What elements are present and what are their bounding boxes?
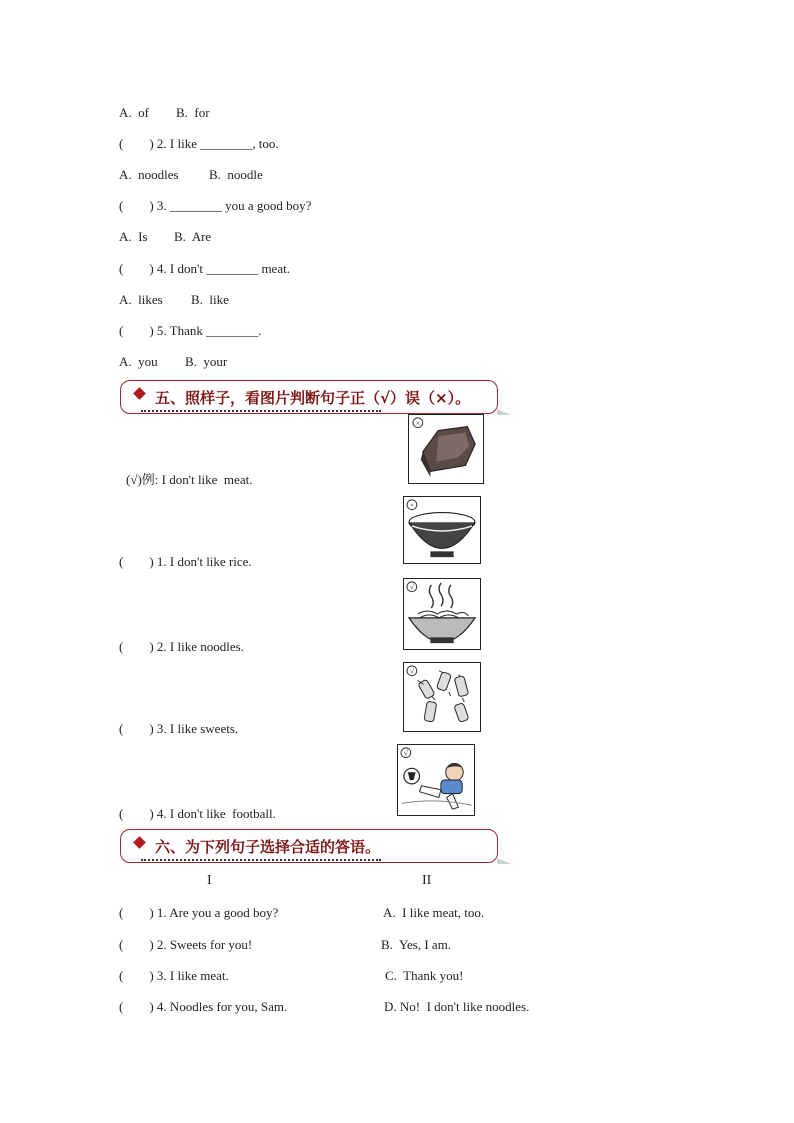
question-4: ( ) 4. I don't ________ meat. bbox=[119, 261, 290, 276]
item-4: ( ) 4. I don't like football. bbox=[119, 806, 276, 821]
question-2: ( ) 2. I like ________, too. bbox=[119, 136, 279, 151]
item-1: ( ) 1. I don't like rice. bbox=[119, 554, 252, 569]
football-boy-icon bbox=[397, 744, 475, 816]
example-sentence: (√)例: I don't like meat. bbox=[126, 472, 253, 487]
item-3: ( ) 3. I like sweets. bbox=[119, 721, 239, 736]
q5-option-a: A. you bbox=[119, 354, 158, 369]
match-right-d: D. No! I don't like noodles. bbox=[384, 999, 530, 1014]
column-2-heading: II bbox=[422, 873, 432, 888]
match-right-c: C. Thank you! bbox=[385, 968, 464, 983]
sweets-icon bbox=[403, 662, 481, 732]
section-6-header bbox=[120, 829, 498, 863]
q1-option-a: A. of bbox=[119, 105, 149, 120]
question-3: ( ) 3. ________ you a good boy? bbox=[119, 198, 312, 213]
q5-option-b: B. your bbox=[185, 354, 228, 369]
mark-1: × bbox=[409, 500, 415, 510]
question-5: ( ) 5. Thank ________. bbox=[119, 323, 262, 338]
mark-3: √ bbox=[409, 666, 415, 676]
item-2: ( ) 2. I like noodles. bbox=[119, 639, 244, 654]
diamond-icon bbox=[133, 836, 146, 849]
diamond-icon bbox=[133, 387, 146, 400]
q2-option-a: A. noodles bbox=[119, 167, 179, 182]
noodles-bowl-icon bbox=[403, 578, 481, 650]
q1-option-b: B. for bbox=[176, 105, 210, 120]
meat-icon bbox=[408, 414, 484, 484]
q4-option-b: B. like bbox=[191, 292, 229, 307]
match-left-2: ( ) 2. Sweets for you! bbox=[119, 937, 253, 952]
match-left-4: ( ) 4. Noodles for you, Sam. bbox=[119, 999, 288, 1014]
rice-bowl-icon bbox=[403, 496, 481, 564]
section-5-title: 五、照样子，看图片判断句子正（√）误（×）。 bbox=[155, 389, 471, 407]
match-left-3: ( ) 3. I like meat. bbox=[119, 968, 229, 983]
section-5-header bbox=[120, 380, 498, 414]
section-6-title: 六、为下列句子选择合适的答语。 bbox=[155, 838, 381, 856]
q4-option-a: A. likes bbox=[119, 292, 163, 307]
column-1-heading: I bbox=[207, 873, 212, 888]
mark-4: √ bbox=[403, 748, 408, 758]
mark-0: × bbox=[415, 418, 421, 428]
match-left-1: ( ) 1. Are you a good boy? bbox=[119, 905, 279, 920]
q2-option-b: B. noodle bbox=[209, 167, 263, 182]
mark-2: √ bbox=[409, 582, 414, 592]
match-right-b: B. Yes, I am. bbox=[381, 937, 452, 952]
q3-option-a: A. Is bbox=[119, 229, 148, 244]
match-right-a: A. I like meat, too. bbox=[383, 905, 485, 920]
q3-option-b: B. Are bbox=[174, 229, 212, 244]
